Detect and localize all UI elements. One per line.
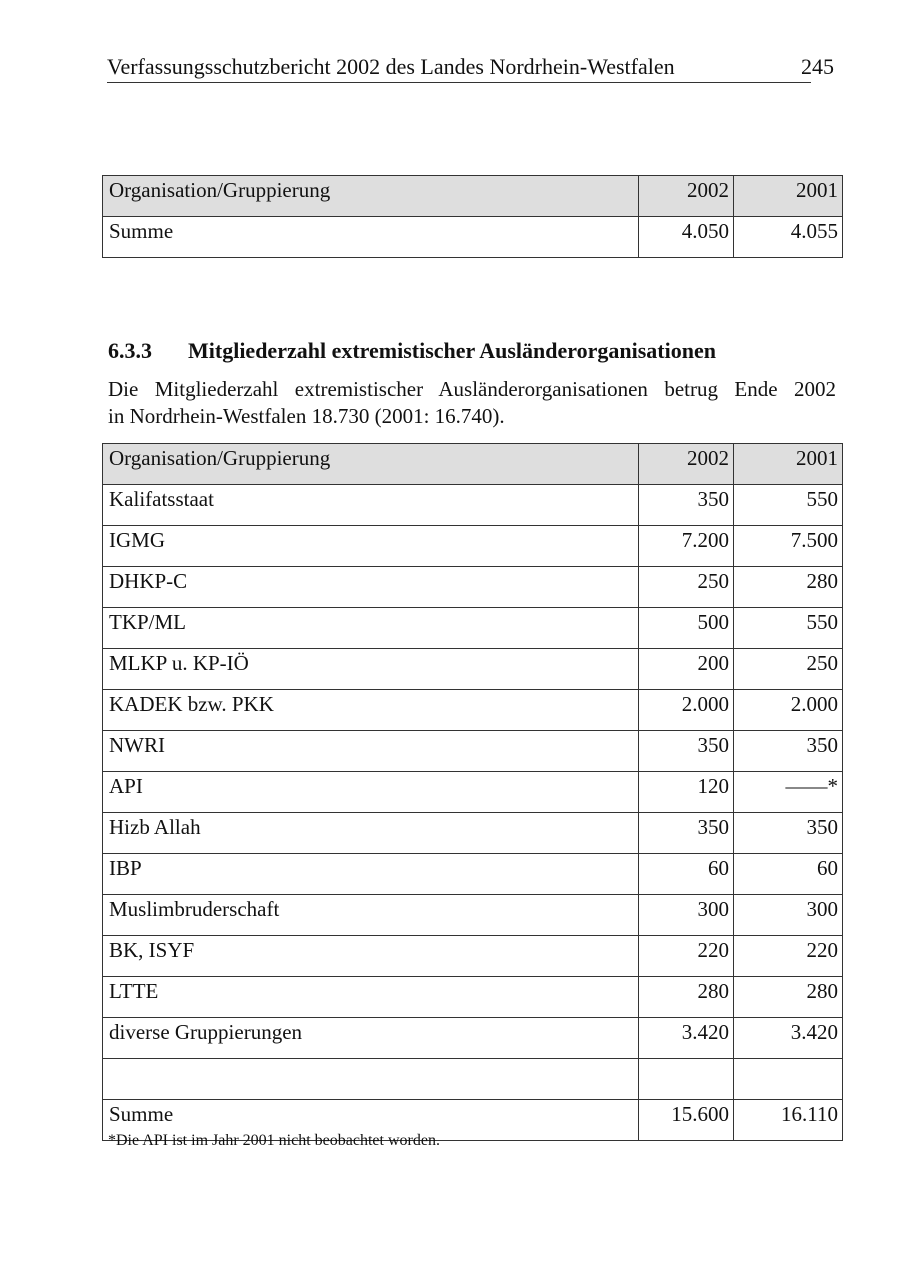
table-row [103,690,843,731]
value-2001-cell: 350 [734,813,843,854]
value-2002-cell: 350 [639,731,734,772]
value-2001-cell: 2.000 [734,690,843,731]
organisation-cell: IGMG [103,526,639,567]
table-row [103,813,843,854]
organisation-cell: MLKP u. KP-IÖ [103,649,639,690]
table-row [103,895,843,936]
table-row [103,854,843,895]
summary-table-top [102,175,843,258]
membership-table [102,443,843,1141]
value-2002-cell: 220 [639,936,734,977]
table-row [103,731,843,772]
value-2001-cell: 7.500 [734,526,843,567]
value-2002-cell: 250 [639,567,734,608]
value-2001-cell: 300 [734,895,843,936]
value-2001-cell: 280 [734,567,843,608]
value-2002-cell: 3.420 [639,1018,734,1059]
organisation-cell: IBP [103,854,639,895]
value-2002-cell: 2.000 [639,690,734,731]
value-2001-cell: 550 [734,608,843,649]
organisation-cell: Hizb Allah [103,813,639,854]
value-2001-cell: 350 [734,731,843,772]
value-2002-cell: 120 [639,772,734,813]
value-2001-cell: 4.055 [734,217,843,258]
value-2002-cell: 7.200 [639,526,734,567]
organisation-cell: DHKP-C [103,567,639,608]
table-row [103,772,843,813]
column-header-2001: 2001 [734,444,843,485]
value-2002-cell: 280 [639,977,734,1018]
value-2001-cell: 280 [734,977,843,1018]
value-2001-cell: 3.420 [734,1018,843,1059]
value-2002-cell: 200 [639,649,734,690]
footnote: *Die API ist im Jahr 2001 nicht beobachtet worden. [108,1132,440,1149]
value-2002-cell: 500 [639,608,734,649]
value-2002-cell: 350 [639,813,734,854]
organisation-cell: Summe [103,1100,639,1141]
table-row [103,567,843,608]
organisation-cell: TKP/ML [103,608,639,649]
section-number: 6.3.3 [108,338,152,363]
table-row [103,608,843,649]
table-row [103,526,843,567]
value-2002-cell: 4.050 [639,217,734,258]
column-header-organisation: Organisation/Gruppierung [103,176,639,217]
value-2001-cell: ——* [734,772,843,813]
table-row [103,649,843,690]
section-title: Mitgliederzahl extremistischer Ausländerorganisationen [188,338,716,363]
body-paragraph [108,376,836,430]
table-header-row [103,444,843,485]
paragraph-line: in Nordrhein-Westfalen 18.730 (2001: 16.740). [108,404,505,428]
running-header [107,54,811,83]
value-2001-cell: 60 [734,854,843,895]
paragraph-line: Die Mitgliederzahl extremistischer Ausländerorganisationen betrug Ende 2002 [108,377,836,401]
table-row [103,1059,843,1100]
value-2002-cell: 300 [639,895,734,936]
organisation-cell: Muslimbruderschaft [103,895,639,936]
value-2001-cell: 250 [734,649,843,690]
table-row [103,217,843,258]
value-2001-cell [734,1059,843,1100]
section-heading [108,337,716,365]
column-header-organisation: Organisation/Gruppierung [103,444,639,485]
organisation-cell: NWRI [103,731,639,772]
value-2002-cell: 15.600 [639,1100,734,1141]
page-number: 245 [801,54,834,79]
table-row [103,936,843,977]
column-header-2002: 2002 [639,444,734,485]
organisation-cell: BK, ISYF [103,936,639,977]
value-2002-cell: 350 [639,485,734,526]
value-2002-cell [639,1059,734,1100]
organisation-cell: LTTE [103,977,639,1018]
organisation-cell: Kalifatsstaat [103,485,639,526]
organisation-cell: KADEK bzw. PKK [103,690,639,731]
organisation-cell: API [103,772,639,813]
column-header-2002: 2002 [639,176,734,217]
organisation-cell: diverse Gruppierungen [103,1018,639,1059]
table-header-row [103,176,843,217]
table-row [103,977,843,1018]
organisation-cell: Summe [103,217,639,258]
table-row [103,485,843,526]
table-row [103,1018,843,1059]
value-2001-cell: 550 [734,485,843,526]
running-title: Verfassungsschutzbericht 2002 des Landes Nordrhein-Westfalen [107,54,675,79]
value-2001-cell: 16.110 [734,1100,843,1141]
column-header-2001: 2001 [734,176,843,217]
value-2002-cell: 60 [639,854,734,895]
organisation-cell [103,1059,639,1100]
value-2001-cell: 220 [734,936,843,977]
